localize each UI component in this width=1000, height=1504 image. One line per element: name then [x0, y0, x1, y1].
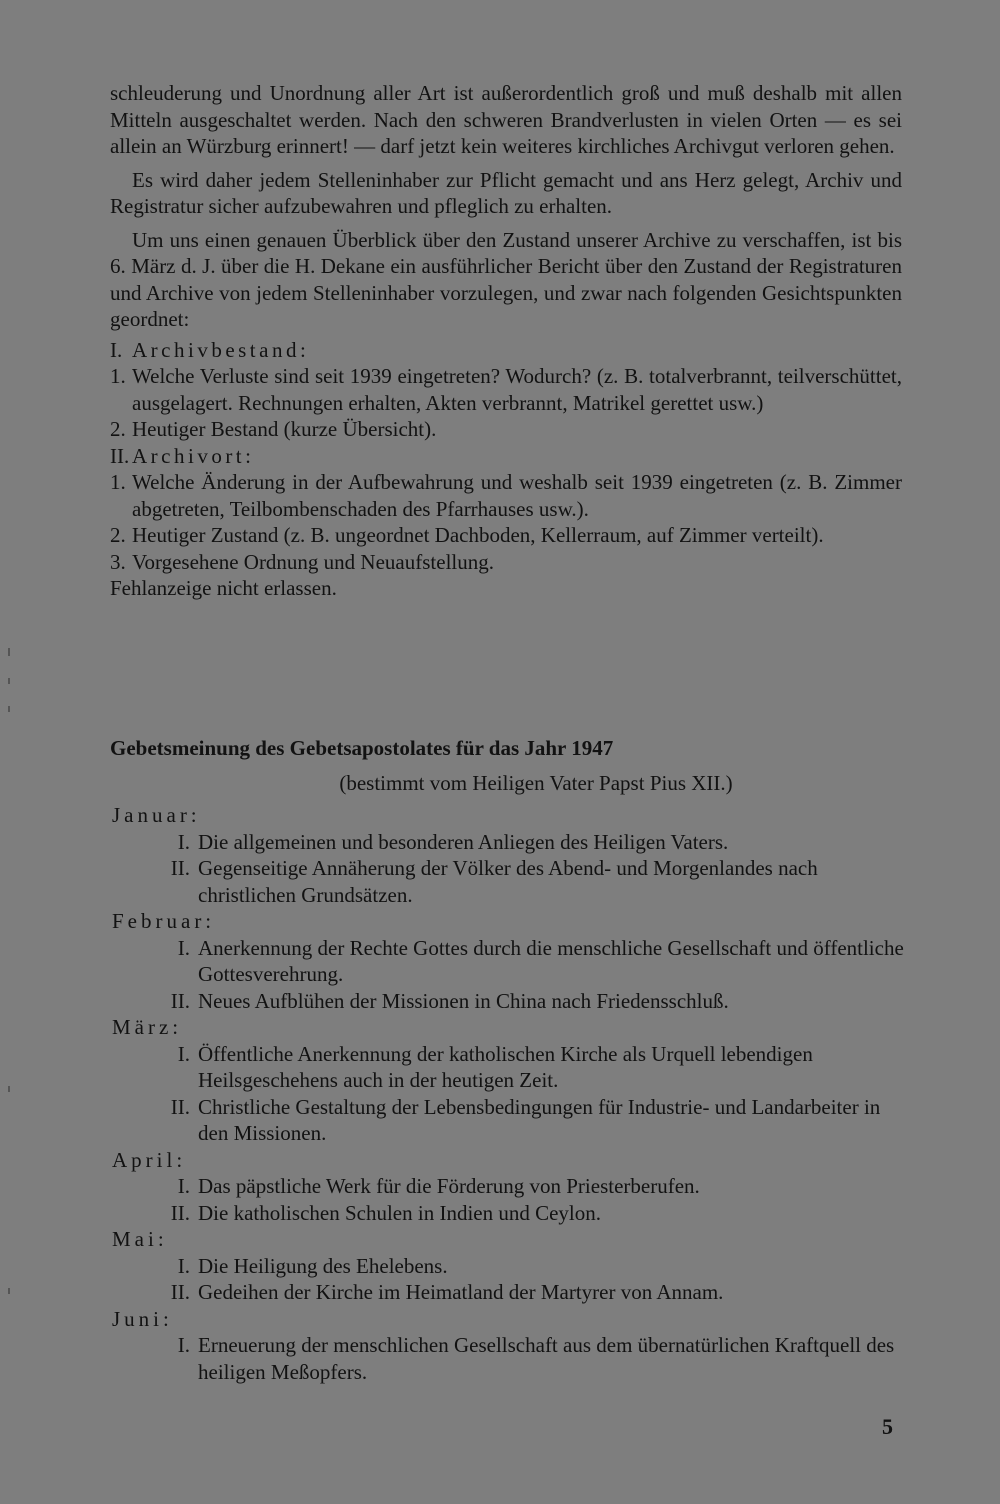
- margin-mark: [8, 706, 10, 712]
- intro-paragraph-3: Um uns einen genauen Überblick über den Zustand unserer Archive zu verschaffen, ist bis 6. März d. J. über die H. Dekane ein ausführlicher Bericht über den Zustand der Registraturen und Archive von jedem Stelleninhaber vorzulegen, und zwar nach folgenden Gesichtspunkten geordnet:: [110, 227, 902, 331]
- list-item: I. Erneuerung der menschlichen Gesellschaft aus dem übernatürlichen Kraftquell des heiligen Meßopfers.: [177, 1333, 895, 1384]
- month-label: Mai:: [112, 1227, 168, 1251]
- margin-mark: [8, 1288, 10, 1294]
- month-februar: [112, 908, 904, 1014]
- closing-note: Fehlanzeige nicht erlassen.: [110, 576, 337, 600]
- prayer-months: [112, 802, 904, 1385]
- list-item: I. Anerkennung der Rechte Gottes durch die menschliche Gesellschaft und öffentliche Gottesverehrung.: [177, 935, 904, 986]
- archive-section: [110, 80, 902, 602]
- prayer-subtitle: (bestimmt vom Heiligen Vater Papst Pius XII.): [339, 771, 733, 795]
- list-item: II. Die katholischen Schulen in Indien und Ceylon.: [170, 1200, 602, 1225]
- list-item: 3. Vorgesehene Ordnung und Neuaufstellung.: [110, 549, 494, 574]
- month-label: Januar:: [112, 803, 201, 827]
- list-item: 1. Welche Verluste sind seit 1939 eingetreten? Wodurch? (z. B. totalverbrannt, teilverschüttet, ausgelagert. Rechnungen erhalten, Akten verbrannt, Matrikel gerettet usw.): [110, 364, 902, 415]
- page-number: 5: [882, 1414, 893, 1439]
- month-label: März:: [112, 1015, 183, 1039]
- list-item: II. Gedeihen der Kirche im Heimatland der Martyrer von Annam.: [170, 1280, 724, 1304]
- list-item: II. Gegenseitige Annäherung der Völker des Abend- und Morgenlandes nach christlichen Grundsätzen.: [170, 856, 818, 907]
- section-heading: II. Archivort:: [110, 443, 255, 468]
- section-heading: I. Archivbestand:: [110, 337, 310, 362]
- month-mai: [112, 1226, 904, 1306]
- list-item: 2. Heutiger Bestand (kurze Übersicht).: [110, 417, 437, 441]
- list-item: I. Das päpstliche Werk für die Förderung von Priesterberufen.: [177, 1174, 700, 1198]
- month-label: Februar:: [112, 909, 216, 933]
- month-januar: [112, 802, 904, 908]
- list-item: 1. Welche Änderung in der Aufbewahrung und weshalb seit 1939 eingetreten (z. B. Zimmer abgetreten, Teilbombenschaden des Pfarrhauses usw.).: [110, 470, 902, 521]
- intro-paragraph-2: Es wird daher jedem Stelleninhaber zur Pflicht gemacht und ans Herz gelegt, Archiv und Registratur sicher aufzubewahren und pfleglich zu erhalten.: [110, 167, 902, 218]
- list-item: 2. Heutiger Zustand (z. B. ungeordnet Dachboden, Kellerraum, auf Zimmer verteilt).: [110, 523, 824, 547]
- margin-mark: [8, 1086, 10, 1092]
- intro-paragraph-1: schleuderung und Unordnung aller Art ist außerordentlich groß und muß deshalb mit allen Mitteln ausgeschaltet werden. Nach den schweren Brandverlusten in vielen Orten — es sei allein an Würzburg erinnert! — darf jetzt kein weiteres kirchliches Archivgut verloren gehen.: [110, 81, 902, 158]
- margin-mark: [8, 648, 10, 656]
- month-maerz: [112, 1014, 904, 1147]
- list-item: I. Die Heiligung des Ehelebens.: [177, 1253, 448, 1278]
- margin-mark: [8, 678, 10, 684]
- month-juni: [112, 1306, 904, 1386]
- list-item: I. Die allgemeinen und besonderen Anliegen des Heiligen Vaters.: [177, 829, 729, 854]
- month-label: Juni:: [112, 1306, 173, 1331]
- list-item: I. Öffentliche Anerkennung der katholischen Kirche als Urquell lebendigen Heilsgeschehens auch in der heutigen Zeit.: [177, 1041, 813, 1092]
- section-archivort: [110, 443, 902, 576]
- section-archivbestand: [110, 337, 902, 443]
- prayer-title: Gebetsmeinung des Gebetsapostolates für das Jahr 1947: [110, 736, 614, 760]
- month-label: April:: [112, 1147, 187, 1172]
- month-april: [112, 1147, 904, 1227]
- list-item: II. Christliche Gestaltung der Lebensbedingungen für Industrie- und Landarbeiter in den Missionen.: [170, 1094, 881, 1145]
- list-item: II. Neues Aufblühen der Missionen in China nach Friedensschluß.: [170, 988, 729, 1013]
